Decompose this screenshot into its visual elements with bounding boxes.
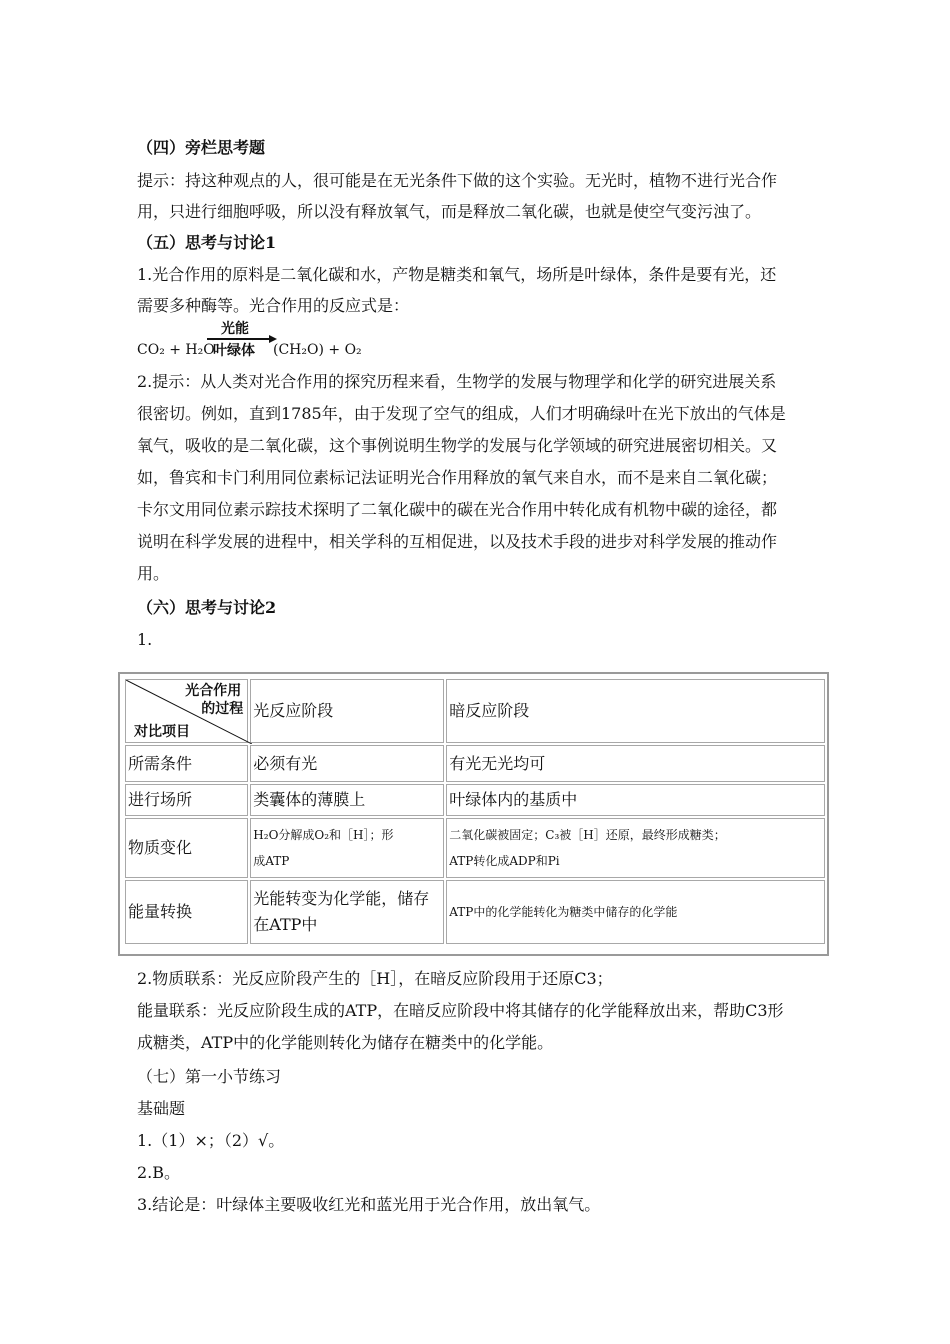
table-row — [125, 745, 825, 782]
corner-label-top: 光合作用 — [185, 683, 242, 699]
section4-title: （四）旁栏思考题 — [137, 138, 266, 157]
section6-item2: 2.物质联系：光反应阶段产生的［H］，在暗反应阶段用于还原C3； — [137, 969, 613, 988]
row-dark-value — [446, 818, 825, 878]
section4-text-line1: 提示：持这种观点的人，很可能是在无光条件下做的这个实验。无光时，植物不进行光合作 — [137, 171, 778, 190]
table-header-row — [125, 679, 825, 743]
row-light-line2: 在ATP中 — [253, 915, 318, 934]
section6-title: （六）思考与讨论2 — [137, 598, 277, 617]
section5-q2-line5: 卡尔文用同位素示踪技术探明了二氧化碳中的碳在光合作用中转化成有机物中碳的途径，都 — [137, 500, 778, 519]
row-dark-line1: 二氧化碳被固定；C₃被［H］还原，最终形成糖类； — [449, 828, 726, 842]
corner-label-mid: 的过程 — [201, 701, 244, 717]
section5-q2-line2: 很密切。例如，直到1785年，由于发现了空气的组成，人们才明确绿叶在光下放出的气体是 — [137, 404, 786, 423]
formula-reactants: CO₂ + H₂O — [137, 342, 215, 358]
table-row — [125, 784, 825, 816]
section4-text-line2: 用，只进行细胞呼吸，所以没有释放氧气，而是释放二氧化碳，也就是使空气变污浊了。 — [137, 202, 762, 221]
row-dark-value: ATP中的化学能转化为糖类中储存的化学能 — [446, 880, 825, 944]
energy-link-line2: 成糖类，ATP中的化学能则转化为储存在糖类中的化学能。 — [137, 1033, 554, 1052]
photosynthesis-formula — [137, 318, 537, 364]
section5-q2-line6: 说明在科学发展的进程中，相关学科的互相促进，以及技术手段的进步对科学发展的推动作 — [137, 532, 778, 551]
formula-above-arrow: 光能 — [221, 321, 249, 337]
comparison-table — [118, 672, 829, 956]
row-light-value: 类囊体的薄膜上 — [250, 784, 444, 816]
section7-title: （七）第一小节练习 — [137, 1067, 282, 1086]
answer-1: 1.（1）×；（2）√。 — [137, 1131, 285, 1150]
energy-link-line1: 能量联系：光反应阶段生成的ATP，在暗反应阶段中将其储存的化学能释放出来，帮助C3形 — [137, 1001, 784, 1020]
answer-3: 3.结论是：叶绿体主要吸收红光和蓝光用于光合作用，放出氧气。 — [137, 1195, 601, 1214]
row-light-line1: H₂O分解成O₂和［H］；形 — [253, 828, 394, 842]
row-label: 所需条件 — [125, 745, 248, 782]
row-light-value — [250, 880, 444, 944]
row-label: 进行场所 — [125, 784, 248, 816]
row-light-value — [250, 818, 444, 878]
row-label: 能量转换 — [125, 880, 248, 944]
row-light-line1: 光能转变为化学能，储存 — [253, 889, 430, 908]
corner-label-bottom: 对比项目 — [134, 724, 190, 740]
section5-title: （五）思考与讨论1 — [137, 233, 277, 252]
section5-q2-line4: 如，鲁宾和卡门利用同位素标记法证明光合作用释放的氧气来自水，而不是来自二氧化碳； — [137, 468, 778, 487]
table-row — [125, 818, 825, 878]
section5-q2-line3: 氧气，吸收的是二氧化碳，这个事例说明生物学的发展与化学领域的研究进展密切相关。又 — [137, 436, 778, 455]
row-label: 物质变化 — [125, 818, 248, 878]
section6-item1: 1. — [137, 630, 153, 649]
table-row — [125, 880, 825, 944]
section5-q2-line7: 用。 — [137, 564, 170, 583]
row-light-value: 必须有光 — [250, 745, 444, 782]
table-corner-cell — [125, 679, 248, 743]
section5-q1-line1: 1.光合作用的原料是二氧化碳和水，产物是糖类和氧气，场所是叶绿体，条件是要有光，还 — [137, 265, 777, 284]
table-header-dark: 暗反应阶段 — [446, 679, 825, 743]
formula-below-arrow: 叶绿体 — [213, 343, 255, 359]
row-dark-value: 叶绿体内的基质中 — [446, 784, 825, 816]
row-dark-value: 有光无光均可 — [446, 745, 825, 782]
row-light-line2: 成ATP — [253, 854, 290, 868]
row-dark-line2: ATP转化成ADP和Pi — [449, 854, 560, 868]
answer-2: 2.B。 — [137, 1163, 181, 1182]
section5-q2-line1: 2.提示：从人类对光合作用的探究历程来看，生物学的发展与物理学和化学的研究进展关系 — [137, 372, 777, 391]
section5-q1-line2: 需要多种酶等。光合作用的反应式是： — [137, 296, 410, 315]
basic-questions-heading: 基础题 — [137, 1099, 186, 1118]
table-header-light: 光反应阶段 — [250, 679, 444, 743]
formula-products: (CH₂O) + O₂ — [273, 342, 362, 358]
